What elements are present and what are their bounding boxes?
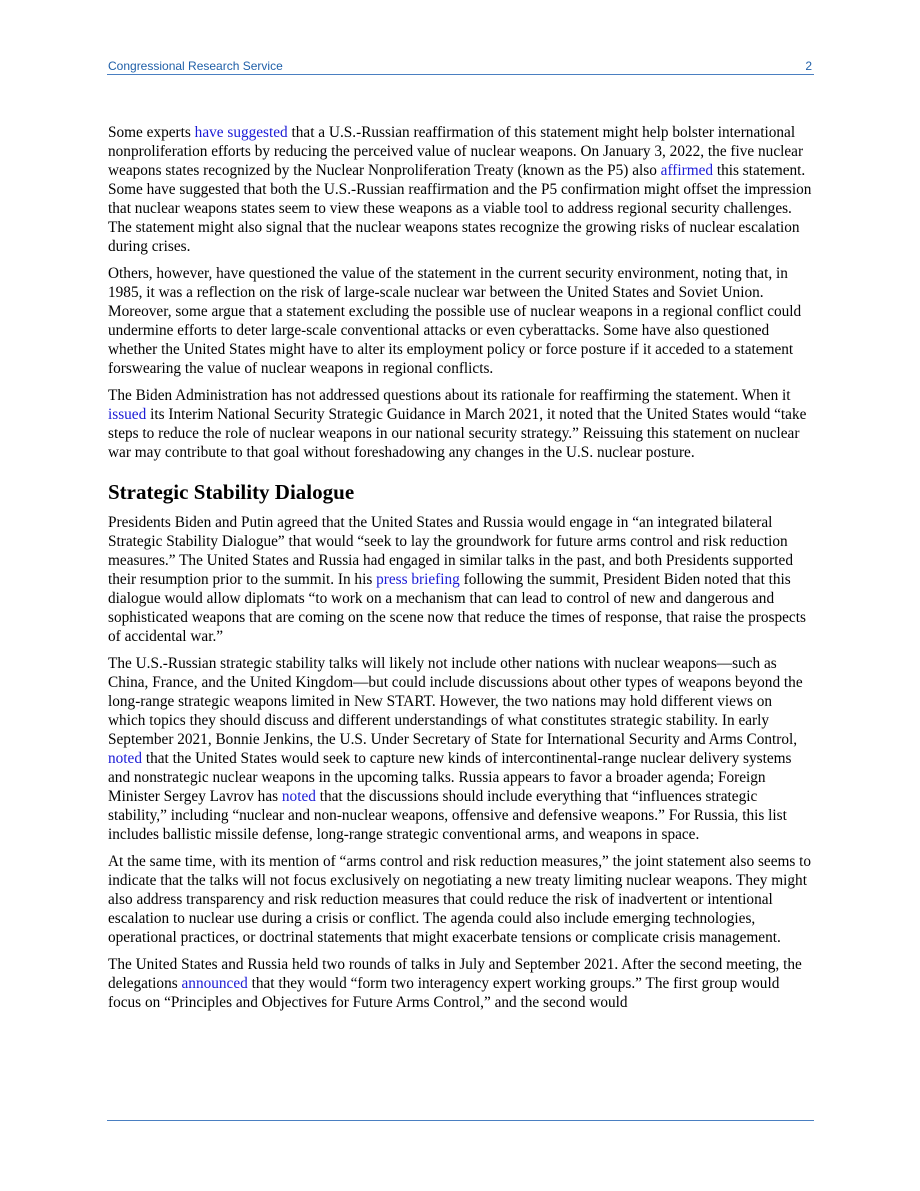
header-page-number: 2 [805, 59, 812, 73]
paragraph-5: The U.S.-Russian strategic stability talks will likely not include other nations with nuclear weapons—such as China, France, and the United Kingdom—but could include discussions about other types of weapons beyond the long-range strategic weapons limited in New START. However, the two nations may hold different views on which topics they should discuss and different understandings of what constitutes strategic stability. In early September 2021, Bonnie Jenkins, the U.S. Under Secretary of State for International Security and Arms Control, noted that the United States would seek to capture new kinds of intercontinental-range nuclear delivery systems and nonstrategic nuclear weapons in the upcoming talks. Russia appears to favor a broader agenda; Foreign Minister Sergey Lavrov has noted that the discussions should include everything that “influences strategic stability,” including “nuclear and non-nuclear weapons, offensive and defensive weapons.” For Russia, this list includes ballistic missile defense, long-range strategic conventional arms, and weapons in space. [108, 655, 803, 843]
section-heading: Strategic Stability Dialogue [108, 480, 355, 504]
page-header [107, 58, 814, 74]
paragraph-4: Presidents Biden and Putin agreed that the United States and Russia would engage in “an integrated bilateral Strategic Stability Dialogue” that would “seek to lay the groundwork for future arms control and risk reduction measures.” The United States and Russia had engaged in similar talks in the past, and both Presidents supported their resumption prior to the summit. In his press briefing following the summit, President Biden noted that this dialogue would allow diplomats “to work on a mechanism that can lead to control of new and dangerous and sophisticated weapons that are coming on the scene now that reduce the times of response, that raise the prospects of accidental war.” [108, 514, 806, 645]
link-have-suggested[interactable]: have suggested [194, 124, 288, 141]
link-press-briefing[interactable]: press briefing [376, 571, 460, 588]
document-body [108, 123, 812, 1020]
paragraph-3: The Biden Administration has not addressed questions about its rationale for reaffirming the statement. When it issued its Interim National Security Strategic Guidance in March 2021, it noted that the United States would “take steps to reduce the role of nuclear weapons in our national security strategy.” Reissuing this statement on nuclear war may contribute to that goal without foreshadowing any changes in the U.S. nuclear posture. [108, 387, 807, 461]
paragraph-7: The United States and Russia held two rounds of talks in July and September 2021. After the second meeting, the delegations announced that they would “form two interagency expert working groups.” The first group would focus on “Principles and Objectives for Future Arms Control,” and the second would [108, 956, 802, 1011]
link-affirmed[interactable]: affirmed [660, 162, 714, 179]
header-org-name: Congressional Research Service [108, 59, 283, 73]
link-noted-jenkins[interactable]: noted [108, 750, 142, 767]
link-announced[interactable]: announced [181, 975, 248, 992]
link-issued[interactable]: issued [108, 406, 147, 423]
paragraph-2: Others, however, have questioned the value of the statement in the current security environment, noting that, in 1985, it was a reflection on the risk of large-scale nuclear war between the United States and Soviet Union. Moreover, some argue that a statement excluding the possible use of nuclear weapons in a regional conflict could undermine efforts to deter large-scale conventional attacks or even cyberattacks. Some have also questioned whether the United States might have to alter its employment policy or force posture if it acceded to a statement forswearing the value of nuclear weapons in regional conflicts. [108, 265, 802, 377]
paragraph-6: At the same time, with its mention of “arms control and risk reduction measures,” the joint statement also seems to indicate that the talks will not focus exclusively on negotiating a new treaty limiting nuclear weapons. They might also address transparency and risk reduction measures that could reduce the risk of inadvertent or intentional escalation to nuclear use during a crisis or conflict. The agenda could also include emerging technologies, operational practices, or doctrinal statements that might exacerbate tensions or complicate crisis management. [108, 853, 812, 946]
footer-divider [107, 1120, 814, 1121]
header-divider [107, 74, 814, 75]
link-noted-lavrov[interactable]: noted [281, 788, 316, 805]
paragraph-1: Some experts have suggested that a U.S.-Russian reaffirmation of this statement might help bolster international nonproliferation efforts by reducing the perceived value of nuclear weapons. On January 3, 2022, the five nuclear weapons states recognized by the Nuclear Nonproliferation Treaty (known as the P5) also affirmed this statement. Some have suggested that both the U.S.-Russian reaffirmation and the P5 confirmation might offset the impression that nuclear weapons states seem to view these weapons as a viable tool to address regional security challenges. The statement might also signal that the nuclear weapons states recognize the growing risks of nuclear escalation during crises. [108, 124, 812, 255]
